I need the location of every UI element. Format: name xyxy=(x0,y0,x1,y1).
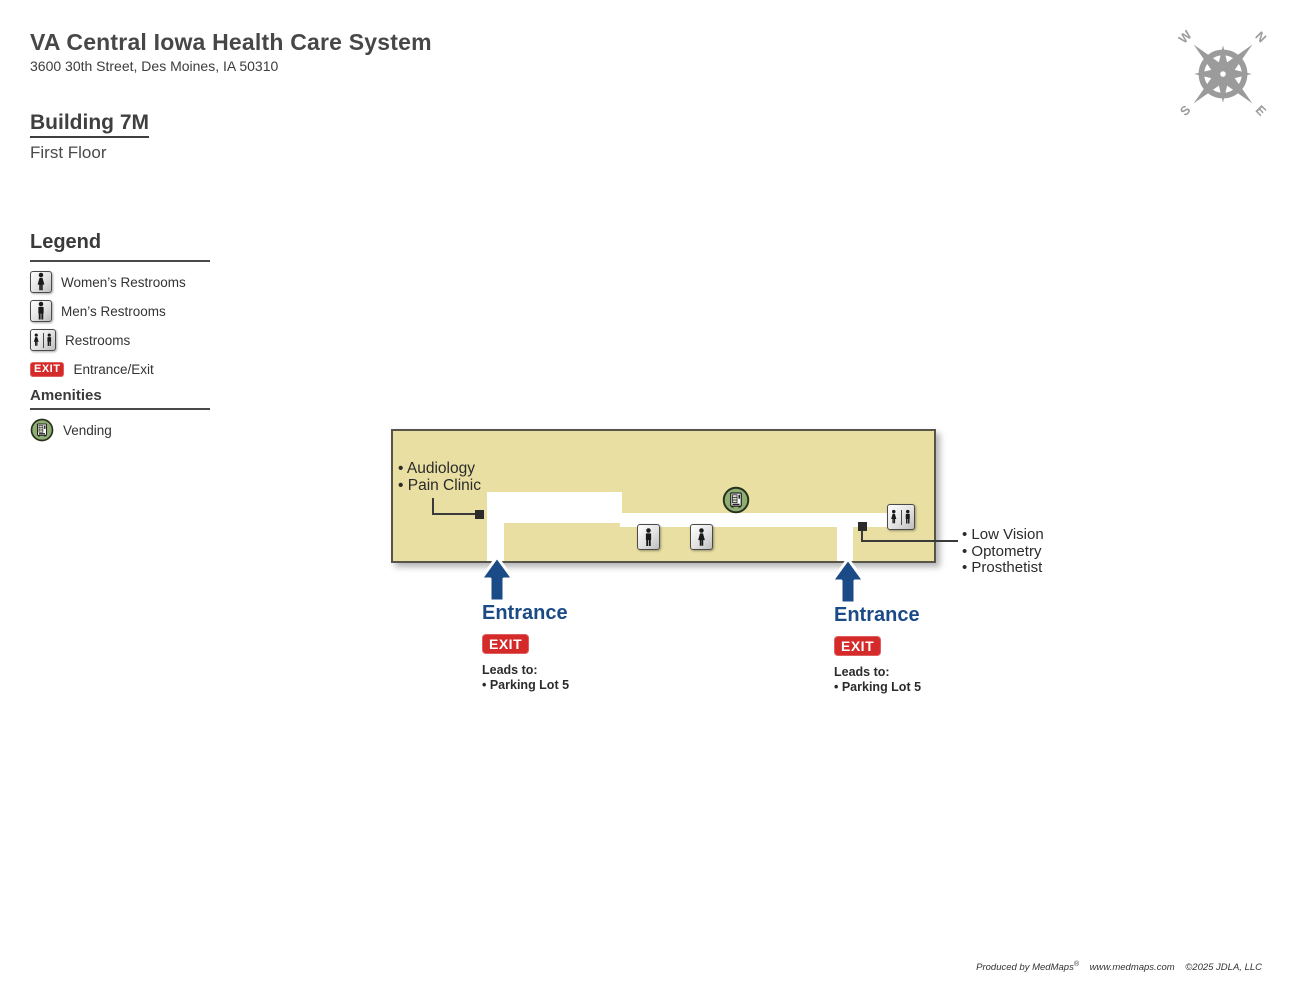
leads-to-label: Leads to: xyxy=(834,665,890,679)
legend-label: Restrooms xyxy=(65,332,131,348)
room-label-pain-clinic: • Pain Clinic xyxy=(398,477,481,494)
legend-title: Legend xyxy=(30,231,102,253)
icon-divider xyxy=(43,333,44,348)
room-label-prosthetist: • Prosthetist xyxy=(962,559,1043,576)
womens-restroom-map-icon xyxy=(690,524,713,550)
legend-divider xyxy=(30,260,210,262)
legend-label: Women’s Restrooms xyxy=(61,274,186,290)
registered-mark: ® xyxy=(1073,961,1079,968)
amenities-title: Amenities xyxy=(30,387,102,404)
restrooms-map-icon xyxy=(887,504,915,530)
destination-label: • Parking Lot 5 xyxy=(482,678,570,692)
room-label-optometry: • Optometry xyxy=(962,542,1042,560)
legend-item-mens-restrooms xyxy=(30,300,210,322)
legend xyxy=(30,231,210,448)
legend-label: Vending xyxy=(63,422,112,438)
corridor-entrance-right xyxy=(837,526,853,561)
entrance-label: Entrance xyxy=(482,602,568,624)
icon-divider xyxy=(901,510,902,525)
produced-by-text: Produced by MedMaps® xyxy=(976,961,1079,974)
building-title: Building 7M xyxy=(30,111,149,138)
facility-address: 3600 30th Street, Des Moines, IA 50310 xyxy=(30,58,279,74)
right-room-marker xyxy=(858,522,867,531)
compass-east-label: E xyxy=(1252,102,1270,119)
amenities-divider xyxy=(30,408,210,410)
copyright-text: ©2025 JDLA, LLC xyxy=(1185,962,1262,974)
exit-badge-icon: EXIT xyxy=(834,636,881,656)
vending-map-icon xyxy=(722,486,750,514)
website-text: www.medmaps.com xyxy=(1089,962,1175,974)
entrance-label: Entrance xyxy=(834,604,920,626)
left-room-marker xyxy=(475,510,484,519)
mens-restroom-map-icon xyxy=(637,524,660,550)
floor-subtitle: First Floor xyxy=(30,143,107,162)
legend-label: Entrance/Exit xyxy=(73,361,154,377)
legend-item-restrooms xyxy=(30,329,210,351)
room-label-audiology: • Audiology xyxy=(398,460,475,477)
left-connector-horizontal xyxy=(432,513,478,515)
right-connector-horizontal xyxy=(861,540,958,542)
leads-to-label: Leads to: xyxy=(482,663,538,677)
entrance-arrow-left-icon xyxy=(479,555,515,603)
exit-badge-icon: EXIT xyxy=(482,634,529,654)
main-room-area xyxy=(487,492,622,523)
compass-south-label: S xyxy=(1176,102,1194,119)
mens-restroom-icon xyxy=(30,300,52,322)
legend-label: Men’s Restrooms xyxy=(61,303,166,319)
legend-item-vending xyxy=(30,419,210,441)
vending-icon xyxy=(30,418,54,442)
compass-west-label: W xyxy=(1175,27,1195,47)
exit-badge-icon: EXIT xyxy=(30,362,64,377)
facility-title: VA Central Iowa Health Care System xyxy=(30,29,432,55)
legend-item-entrance-exit xyxy=(30,358,210,380)
room-label-low-vision: • Low Vision xyxy=(962,526,1044,543)
corridor-horizontal xyxy=(620,513,888,527)
destination-label: • Parking Lot 5 xyxy=(834,680,922,694)
building-7m-footprint xyxy=(391,429,936,563)
compass-rose-icon xyxy=(1175,26,1271,122)
left-rooms-label xyxy=(398,460,481,494)
entrance-left-info xyxy=(482,602,569,693)
womens-restroom-icon xyxy=(30,271,52,293)
compass-north-label: N xyxy=(1252,28,1270,46)
map-credits xyxy=(976,961,1262,973)
entrance-arrow-right-icon xyxy=(830,557,866,605)
right-rooms-label xyxy=(962,527,1044,577)
restrooms-icon xyxy=(30,329,56,351)
legend-item-womens-restrooms xyxy=(30,271,210,293)
entrance-right-info xyxy=(834,604,921,695)
